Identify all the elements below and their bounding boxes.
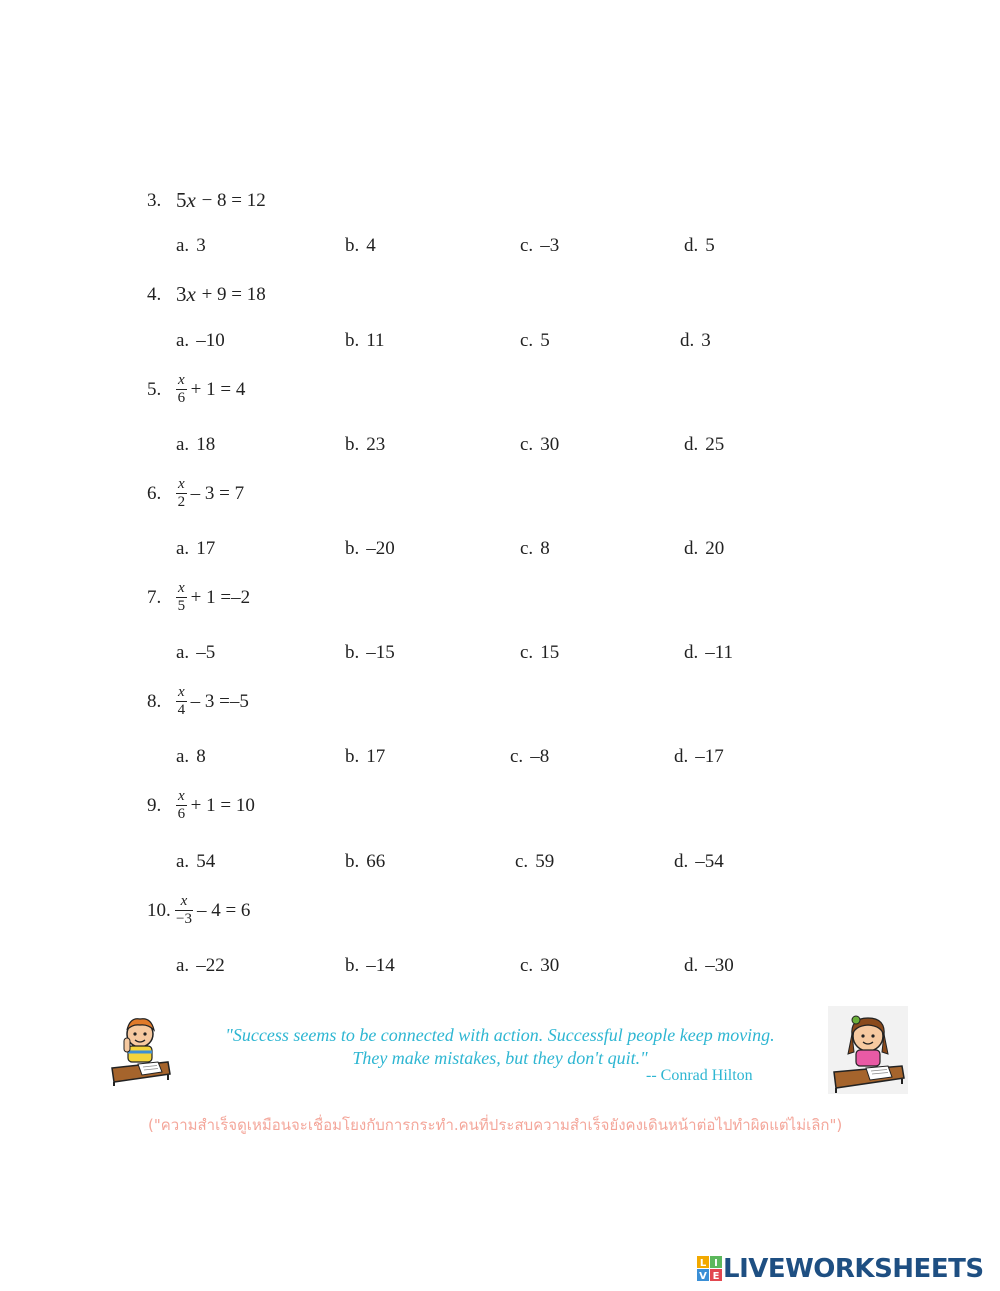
boy-writing-at-desk-icon	[110, 1014, 172, 1086]
question-number: 5.	[147, 378, 162, 400]
option-value: 5	[705, 235, 715, 256]
option-value: 8	[196, 746, 206, 767]
option-value: –3	[540, 235, 560, 256]
fraction-denominator: 2	[177, 494, 186, 510]
option-value: 23	[366, 434, 386, 455]
option-letter: a.	[176, 538, 190, 559]
option-b[interactable]	[345, 642, 395, 664]
question-4	[147, 282, 266, 307]
option-a[interactable]	[176, 434, 215, 456]
fraction	[176, 373, 187, 406]
option-d[interactable]	[684, 538, 724, 560]
quote-line-1: "Success seems to be connected with action. Successful people keep moving.	[225, 1025, 775, 1045]
fraction-numerator: x	[178, 476, 185, 492]
question-number: 4.	[147, 283, 162, 305]
option-d[interactable]	[684, 642, 733, 664]
option-b[interactable]	[345, 235, 376, 257]
logo-badge-letter: I	[714, 1258, 718, 1269]
option-value: 25	[705, 434, 725, 455]
equation-rest: – 3 = 7	[190, 482, 245, 504]
option-a[interactable]	[176, 746, 206, 768]
girl-writing-at-desk-icon	[828, 1006, 908, 1094]
option-b[interactable]	[345, 851, 385, 873]
option-value: 59	[535, 851, 555, 872]
option-b[interactable]	[345, 955, 395, 977]
motivational-quote	[180, 1024, 820, 1070]
option-c[interactable]	[515, 851, 554, 873]
option-value: 4	[366, 235, 376, 256]
option-value: 18	[196, 434, 216, 455]
question-9	[147, 789, 255, 822]
fraction-numerator: x	[178, 372, 185, 388]
option-letter: c.	[520, 434, 534, 455]
quote-line-2: They make mistakes, but they don't quit."	[352, 1048, 648, 1068]
question-10	[147, 894, 250, 927]
option-value: 3	[701, 330, 711, 351]
logo-badge-letter: L	[699, 1258, 707, 1269]
option-a[interactable]	[176, 955, 225, 977]
option-letter: c.	[520, 955, 534, 976]
option-value: 54	[196, 851, 216, 872]
option-letter: d.	[674, 851, 689, 872]
logo-badge-letter: E	[712, 1271, 720, 1282]
option-letter: d.	[684, 538, 699, 559]
option-b[interactable]	[345, 538, 395, 560]
question-number: 10.	[147, 899, 171, 921]
equation-rest: + 1 =–2	[190, 586, 251, 608]
option-c[interactable]	[520, 434, 559, 456]
option-value: –5	[196, 642, 216, 663]
option-letter: a.	[176, 746, 190, 767]
question-number: 7.	[147, 586, 162, 608]
option-c[interactable]	[520, 330, 550, 352]
option-value: –14	[366, 955, 395, 976]
option-letter: b.	[345, 235, 360, 256]
fraction	[176, 685, 187, 718]
thai-translation: ("ความสำเร็จดูเหมือนจะเชื่อมโยงกับการกระทำ.คนที่ประสบความสำเร็จยังคงเดินหน้าต่อไปทำผิดแต่ไม่เลิก")	[148, 1116, 843, 1134]
option-a[interactable]	[176, 851, 215, 873]
option-a[interactable]	[176, 538, 215, 560]
option-letter: a.	[176, 330, 190, 351]
option-letter: a.	[176, 434, 190, 455]
option-b[interactable]	[345, 330, 385, 352]
option-letter: b.	[345, 330, 360, 351]
option-letter: b.	[345, 434, 360, 455]
option-letter: a.	[176, 235, 190, 256]
option-letter: c.	[520, 538, 534, 559]
fraction-denominator: 4	[177, 702, 186, 718]
equation-variable: x	[186, 282, 196, 306]
option-letter: a.	[176, 642, 190, 663]
option-d[interactable]	[684, 235, 715, 257]
fraction-numerator: x	[178, 580, 185, 596]
fraction-denominator: −3	[176, 911, 192, 927]
fraction-numerator: x	[178, 684, 185, 700]
option-value: –11	[705, 642, 734, 663]
question-5	[147, 373, 245, 406]
option-value: –54	[695, 851, 724, 872]
option-letter: a.	[176, 955, 190, 976]
fraction-denominator: 6	[177, 390, 186, 406]
option-d[interactable]	[680, 330, 711, 352]
option-value: 11	[366, 330, 385, 351]
option-letter: c.	[515, 851, 529, 872]
option-d[interactable]	[684, 955, 734, 977]
equation-rest: − 8 = 12	[201, 189, 266, 211]
logo-badge-letter: V	[699, 1271, 707, 1282]
option-value: –22	[196, 955, 225, 976]
option-a[interactable]	[176, 642, 215, 664]
equation-coefficient: 3	[176, 282, 187, 306]
option-value: 17	[196, 538, 216, 559]
equation-rest: + 1 = 10	[190, 794, 255, 816]
option-letter: d.	[680, 330, 695, 351]
fraction	[175, 894, 193, 927]
question-number: 6.	[147, 482, 162, 504]
equation-rest: + 1 = 4	[190, 378, 246, 400]
fraction-numerator: x	[178, 788, 185, 804]
option-letter: b.	[345, 851, 360, 872]
option-a[interactable]	[176, 235, 206, 257]
question-number: 8.	[147, 690, 162, 712]
option-c[interactable]	[510, 746, 549, 768]
option-value: 66	[366, 851, 386, 872]
fraction-denominator: 5	[177, 598, 186, 614]
question-3	[147, 188, 266, 213]
fraction-denominator: 6	[177, 806, 186, 822]
option-value: –10	[196, 330, 225, 351]
option-letter: b.	[345, 642, 360, 663]
option-value: 30	[540, 434, 560, 455]
question-6	[147, 477, 244, 510]
option-value: –30	[705, 955, 734, 976]
option-b[interactable]	[345, 434, 385, 456]
equation-coefficient: 5	[176, 188, 187, 212]
option-value: 5	[540, 330, 550, 351]
option-c[interactable]	[520, 235, 559, 257]
fraction-numerator: x	[180, 893, 188, 909]
option-value: –8	[530, 746, 550, 767]
option-letter: c.	[520, 642, 534, 663]
option-letter: c.	[520, 330, 534, 351]
question-number: 3.	[147, 189, 162, 211]
option-d[interactable]	[674, 746, 724, 768]
option-b[interactable]	[345, 746, 385, 768]
logo-badge-icon	[697, 1256, 723, 1282]
option-value: 17	[366, 746, 386, 767]
option-value: 3	[196, 235, 206, 256]
option-letter: c.	[520, 235, 534, 256]
option-value: –20	[366, 538, 395, 559]
option-letter: d.	[674, 746, 689, 767]
fraction	[176, 789, 187, 822]
question-8	[147, 685, 249, 718]
option-letter: b.	[345, 955, 360, 976]
option-letter: d.	[684, 434, 699, 455]
quote-author: -- Conrad Hilton	[646, 1067, 753, 1084]
option-letter: b.	[345, 538, 360, 559]
option-letter: c.	[510, 746, 524, 767]
equation-rest: – 3 =–5	[190, 690, 249, 712]
option-value: –17	[695, 746, 724, 767]
question-7	[147, 581, 250, 614]
option-value: 15	[540, 642, 560, 663]
option-d[interactable]	[684, 434, 724, 456]
option-value: 20	[705, 538, 725, 559]
option-letter: b.	[345, 746, 360, 767]
question-number: 9.	[147, 794, 162, 816]
option-c[interactable]	[520, 538, 550, 560]
fraction	[176, 581, 187, 614]
option-value: 30	[540, 955, 560, 976]
option-c[interactable]	[520, 955, 559, 977]
option-a[interactable]	[176, 330, 225, 352]
option-c[interactable]	[520, 642, 559, 664]
fraction	[176, 477, 187, 510]
option-value: 8	[540, 538, 550, 559]
liveworksheets-logo[interactable]	[697, 1254, 984, 1284]
equation-variable: x	[186, 188, 196, 212]
option-letter: d.	[684, 235, 699, 256]
option-letter: d.	[684, 955, 699, 976]
equation-rest: – 4 = 6	[196, 899, 251, 921]
logo-text: LIVEWORKSHEETS	[723, 1254, 984, 1284]
option-d[interactable]	[674, 851, 724, 873]
equation-rest: + 9 = 18	[201, 283, 266, 305]
option-letter: d.	[684, 642, 699, 663]
option-letter: a.	[176, 851, 190, 872]
option-value: –15	[366, 642, 395, 663]
